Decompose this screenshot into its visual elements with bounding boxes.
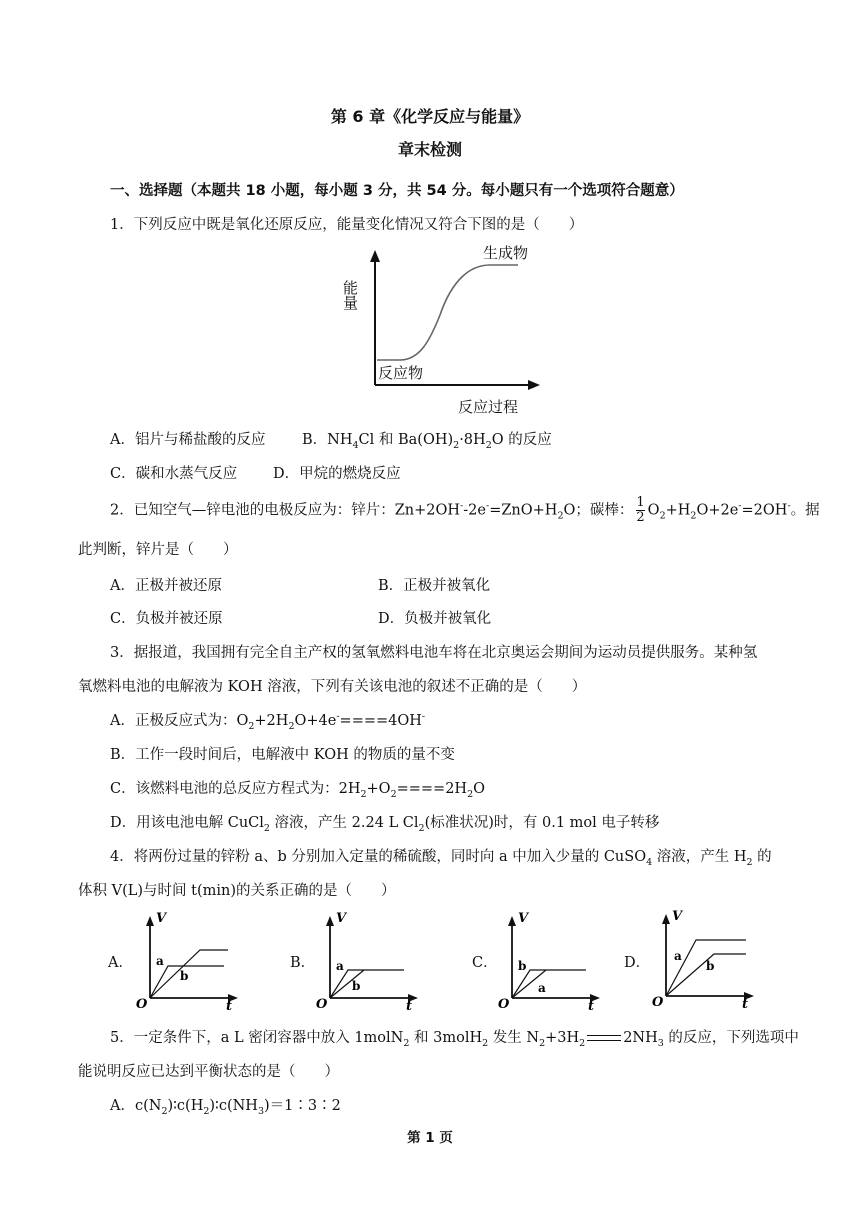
- q4-graph-d: [648, 908, 758, 1008]
- svg-text:V: V: [672, 909, 683, 924]
- question-2-stem-line2: 此判断，锌片是（ ）: [78, 542, 238, 558]
- question-3-stem-line1: 3．据报道，我国拥有完全自主产权的氢氧燃料电池车将在北京奥运会期间为运动员提供服务。某种氢: [110, 645, 758, 661]
- svg-text:b: b: [518, 959, 527, 973]
- energy-diagram: [340, 240, 560, 420]
- document-subtitle: 章末检测: [397, 140, 462, 159]
- product-label: 生成物: [483, 244, 529, 262]
- svg-text:b: b: [180, 969, 189, 983]
- question-4-stem-line1: 4．将两份过量的锌粉 a、b 分别加入定量的稀硫酸，同时向 a 中加入少量的 CuSO$_4$ 溶液，产生 $H_2$ 的: [110, 849, 772, 868]
- svg-text:t: t: [406, 999, 413, 1010]
- svg-text:a: a: [156, 954, 164, 968]
- svg-text:t: t: [588, 999, 595, 1010]
- question-1-stem: 1．下列反应中既是氧化还原反应，能量变化情况又符合下图的是（ ）: [110, 217, 584, 233]
- svg-text:b: b: [706, 959, 715, 973]
- q4-graph-a: [132, 910, 242, 1010]
- q4-option-c-label: C．: [472, 955, 498, 971]
- svg-text:O: O: [136, 997, 148, 1010]
- q3-option-b: B．工作一段时间后，电解液中 KOH 的物质的量不变: [110, 747, 455, 763]
- svg-text:t: t: [742, 997, 749, 1008]
- q1-option-d: D．甲烷的燃烧反应: [273, 466, 401, 482]
- svg-text:V: V: [518, 911, 529, 926]
- svg-text:O: O: [316, 997, 328, 1010]
- q3-option-d: D．用该电池电解 CuCl$_2$ 溶液，产生 2.24 L $Cl_2$(标准状况)时，有 0.1 mol 电子转移: [110, 815, 660, 834]
- q2-option-a: A．正极并被还原: [110, 578, 222, 594]
- q2-option-d: D．负极并被氧化: [378, 611, 492, 627]
- q3-option-a: A．正极反应式为：$O_2+2H_2O+4e^-====4OH^-$: [110, 711, 426, 732]
- q3-option-c: C．该燃料电池的总反应方程式为：$2H_2+O_2====2H_2O$: [110, 781, 486, 800]
- question-2-stem: 2．已知空气—锌电池的电极反应为：锌片：$Zn+2OH^--2e^-=ZnO+H_2O$；碳棒： $\frac{1}{2}$ $O_2+H_2O+2e^-=2OH^-$。据: [110, 495, 820, 525]
- svg-text:V: V: [336, 911, 347, 926]
- section-heading: 一、选择题（本题共 18 小题，每小题 3 分，共 54 分。每小题只有一个选项符合题意）: [110, 183, 684, 199]
- q4-option-d-label: D．: [624, 955, 651, 971]
- q4-option-a-label: A．: [108, 955, 133, 971]
- page-number: 第 1 页: [407, 1130, 453, 1146]
- q1-option-b: B．$NH_4Cl$ 和 $Ba(OH)_2\cdot 8H_2O$ 的反应: [302, 432, 552, 451]
- q1-option-a: A．铝片与稀盐酸的反应: [110, 432, 266, 448]
- x-axis-label: 反应过程: [458, 398, 519, 416]
- svg-text:b: b: [352, 979, 361, 993]
- reactant-label: 反应物: [378, 364, 424, 382]
- question-5-stem-line1: 5．一定条件下，a L 密闭容器中放入 1molN$_2$ 和 3molH$_2$ 发生 $N_2+3H_2$ $2NH_3$ 的反应，下列选项中: [110, 1030, 799, 1049]
- document-title: 第 6 章《化学反应与能量》: [330, 107, 530, 126]
- fraction-half: $\frac{1}{2}$: [636, 495, 645, 525]
- q5-option-a: A．$c(N_2)∶c(H_2)∶c(NH_3)=1∶3∶2$: [110, 1098, 341, 1117]
- svg-text:a: a: [538, 981, 546, 995]
- q1-option-c: C．碳和水蒸气反应: [110, 466, 238, 482]
- q4-option-b-label: B．: [290, 955, 316, 971]
- svg-text:O: O: [652, 995, 664, 1008]
- y-axis-label: 能量: [341, 280, 359, 310]
- svg-text:O: O: [498, 997, 510, 1010]
- question-4-stem-line2: 体积 V(L)与时间 t(min)的关系正确的是（ ）: [78, 883, 396, 899]
- q2-option-b: B．正极并被氧化: [378, 578, 491, 594]
- svg-text:a: a: [674, 949, 682, 963]
- svg-text:a: a: [336, 959, 344, 973]
- svg-text:t: t: [226, 999, 233, 1010]
- question-3-stem-line2: 氧燃料电池的电解液为 KOH 溶液，下列有关该电池的叙述不正确的是（ ）: [78, 679, 587, 695]
- equilibrium-arrow-icon: [585, 1032, 623, 1044]
- q4-graph-c: [494, 910, 604, 1010]
- q2-option-c: C．负极并被还原: [110, 611, 223, 627]
- svg-text:V: V: [156, 911, 167, 926]
- question-5-stem-line2: 能说明反应已达到平衡状态的是（ ）: [78, 1064, 339, 1080]
- q4-graph-b: [312, 910, 422, 1010]
